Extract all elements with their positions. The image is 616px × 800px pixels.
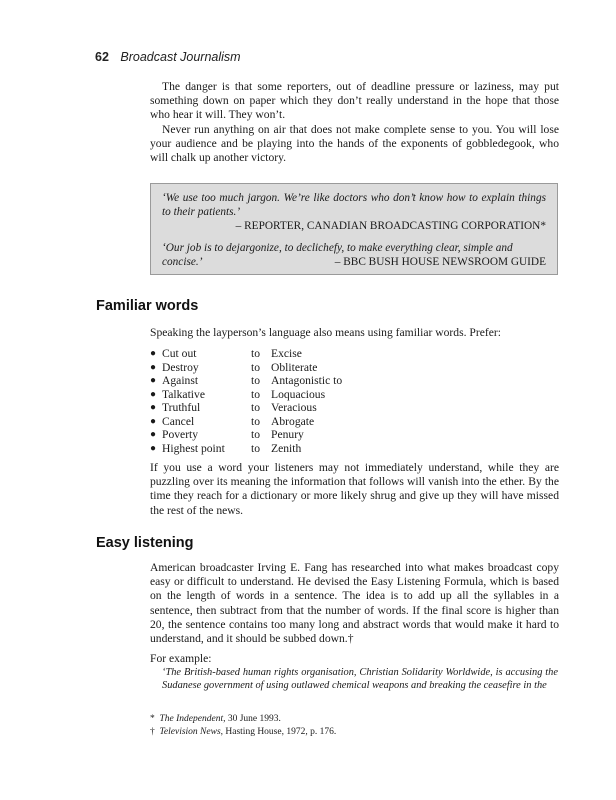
to-word: to bbox=[251, 360, 261, 374]
footnote-source: The Independent bbox=[159, 714, 224, 724]
preferred-word: Talkative bbox=[162, 387, 205, 401]
quote-1-attribution: – REPORTER, CANADIAN BROADCASTING CORPORATION* bbox=[235, 220, 546, 232]
to-word: to bbox=[251, 414, 261, 428]
list-item bbox=[150, 415, 342, 429]
intro-paragraph-2: Never run anything on air that does not make complete sense to you. You will lose your audience and be playing into the hands of the exponents of gobbledegook, who will chalk up another victory. bbox=[150, 122, 559, 165]
familiar-words-intro-text: Speaking the layperson’s language also means using familiar words. Prefer: bbox=[150, 326, 501, 339]
footnote-mark: * bbox=[150, 714, 155, 724]
preferred-word: Poverty bbox=[162, 428, 199, 441]
list-item bbox=[150, 347, 342, 361]
footnotes bbox=[150, 713, 336, 738]
familiar-words-closing-text: If you use a word your listeners may not immediately understand, while they are puzzling over its meaning the information that follows will vanish into the ether. By the time they reach for a dictionary or more likely shrug and give up they will have missed the rest of the news. bbox=[150, 461, 559, 517]
quote-2-end: concise.’ bbox=[162, 256, 203, 268]
footnote-mark: † bbox=[150, 726, 155, 737]
footnote-details: , Hasting House, 1972, p. 176. bbox=[220, 726, 337, 737]
footnote-2 bbox=[150, 726, 336, 739]
avoided-word: Antagonistic to bbox=[271, 374, 343, 387]
quote-2-line-2 bbox=[162, 255, 546, 269]
book-title: Broadcast Journalism bbox=[120, 50, 241, 64]
quote-2-attribution: – BBC BUSH HOUSE NEWSROOM GUIDE bbox=[334, 256, 546, 268]
avoided-word: Penury bbox=[271, 428, 304, 441]
list-item bbox=[150, 442, 342, 456]
easy-listening-paragraph-2: For example: bbox=[150, 652, 212, 666]
avoided-word: Abrogate bbox=[271, 414, 315, 428]
running-head bbox=[95, 50, 241, 64]
bullet-icon: ● bbox=[150, 442, 157, 454]
to-word: to bbox=[251, 401, 261, 414]
avoided-word: Loquacious bbox=[271, 387, 326, 401]
footnote-details: , 30 June 1993. bbox=[223, 714, 281, 724]
footnote-source: Television News bbox=[159, 726, 221, 737]
bullet-icon: ● bbox=[150, 361, 157, 373]
to-word: to bbox=[251, 374, 261, 387]
list-item bbox=[150, 374, 342, 388]
quote-1: ‘We use too much jargon. We’re like doctors who don’t know how to explain things to their patients.’ bbox=[162, 192, 546, 218]
intro-paragraph-1: The danger is that some reporters, out of deadline pressure or laziness, may put something down on paper which they don’t really understand in the hope that those who hear it will. They won’t. bbox=[150, 80, 559, 122]
familiar-words-closing bbox=[150, 461, 559, 518]
quote-2-line-1: ‘Our job is to dejargonize, to declichefy, to make everything clear, simple and bbox=[162, 242, 513, 254]
footnote-1 bbox=[150, 713, 336, 726]
list-item bbox=[150, 428, 342, 442]
avoided-word: Obliterate bbox=[271, 360, 318, 374]
bullet-icon: ● bbox=[150, 348, 157, 359]
intro-section bbox=[150, 80, 559, 165]
quote-box bbox=[150, 183, 558, 275]
avoided-word: Excise bbox=[271, 347, 302, 360]
bullet-icon: ● bbox=[150, 415, 157, 427]
preferred-word: Against bbox=[162, 374, 199, 387]
to-word: to bbox=[251, 347, 261, 360]
list-item bbox=[150, 388, 342, 402]
preferred-word: Highest point bbox=[162, 441, 225, 455]
page-number: 62 bbox=[95, 50, 109, 64]
list-item bbox=[150, 361, 342, 375]
bullet-icon: ● bbox=[150, 375, 157, 386]
preferred-word: Cut out bbox=[162, 347, 197, 360]
to-word: to bbox=[251, 387, 261, 401]
easy-listening-paragraph-1: American broadcaster Irving E. Fang has researched into what makes broadcast copy easy or difficult to understand. He devised the Easy Listening Formula, which is based on the length of words in a sentence. The idea is to add up all the syllables in a sentence, then subtract from that the number of words. If the final score is higher than 20, the sentence contains too many long and abstract words that would make it hard to understand, and it should be subbed down.† bbox=[150, 561, 559, 646]
easy-listening-section bbox=[150, 561, 559, 666]
heading-familiar-words: Familiar words bbox=[96, 298, 199, 314]
familiar-words-intro bbox=[150, 326, 559, 340]
avoided-word: Veracious bbox=[271, 401, 317, 414]
preferred-word: Destroy bbox=[162, 360, 199, 374]
example-quote: ‘The British-based human rights organisation, Christian Solidarity Worldwide, is accusing the Sudanese government of using outlawed chemical weapons and breaking the ceasefire in the bbox=[162, 667, 558, 692]
preferred-word: Truthful bbox=[162, 401, 201, 414]
bullet-icon: ● bbox=[150, 388, 157, 400]
avoided-word: Zenith bbox=[271, 441, 302, 455]
list-item bbox=[150, 401, 342, 415]
preferred-word: Cancel bbox=[162, 414, 195, 428]
bullet-icon: ● bbox=[150, 429, 157, 440]
to-word: to bbox=[251, 441, 261, 455]
word-list bbox=[150, 347, 342, 455]
bullet-icon: ● bbox=[150, 402, 157, 413]
heading-easy-listening: Easy listening bbox=[96, 535, 194, 551]
to-word: to bbox=[251, 428, 261, 441]
